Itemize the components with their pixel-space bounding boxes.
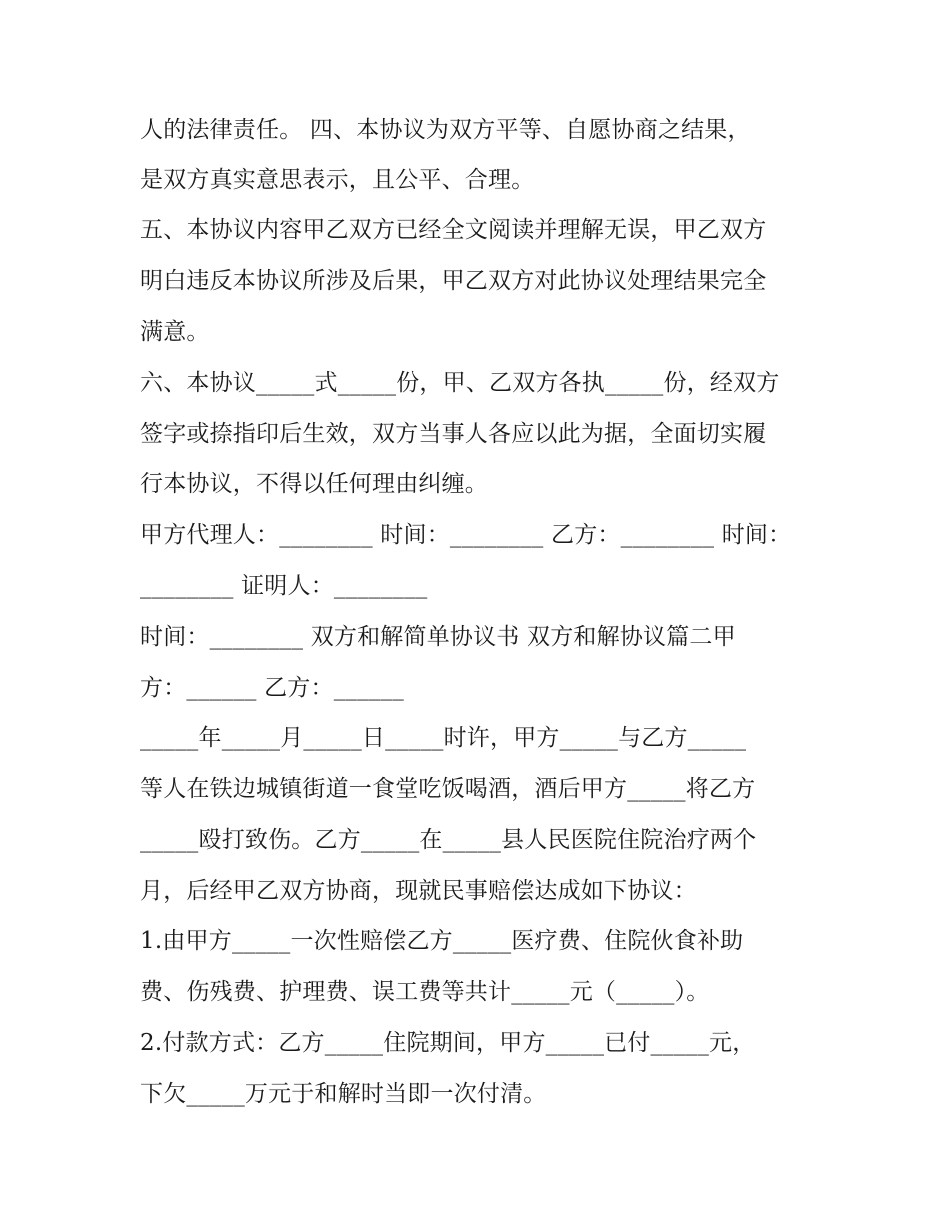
text-line: 明白违反本协议所涉及后果，甲乙双方对此协议处理结果完全 — [140, 268, 767, 294]
text-line: 1.由甲方_____一次性赔偿乙方_____医疗费、住院伙食补助 — [140, 928, 744, 954]
text-line: 2.付款方式：乙方_____住院期间，甲方_____已付_____元， — [140, 1030, 756, 1056]
text-line: 五、本协议内容甲乙双方已经全文阅读并理解无误，甲乙双方 — [140, 217, 767, 243]
text-line: 签字或捺指印后生效，双方当事人各应以此为据，全面切实履 — [140, 421, 767, 447]
text-line: 满意。 — [140, 319, 210, 345]
text-line: 方：______ 乙方：______ — [140, 675, 404, 701]
text-line: _____殴打致伤。乙方_____在_____县人民医院住院治疗两个 — [140, 827, 757, 853]
text-line: 甲方代理人：________ 时间：________ 乙方：________ 时间： — [140, 522, 792, 548]
text-line: ________ 证明人：________ — [140, 573, 428, 599]
text-line: 行本协议，不得以任何理由纠缠。 — [140, 471, 488, 497]
text-line: 等人在铁边城镇街道一食堂吃饭喝酒，酒后甲方_____将乙方 — [140, 776, 756, 802]
text-line: _____年_____月_____日_____时许，甲方_____与乙方_____ — [140, 725, 747, 751]
text-line: 月，后经甲乙双方协商，现就民事赔偿达成如下协议： — [140, 878, 697, 904]
text-line: 下欠_____万元于和解时当即一次付清。 — [140, 1081, 547, 1107]
text-line: 时间：________ 双方和解简单协议书 双方和解协议篇二甲 — [140, 624, 736, 650]
text-line: 是双方真实意思表示，且公平、合理。 — [140, 167, 535, 193]
text-line: 费、伤残费、护理费、误工费等共计_____元（_____）。 — [140, 979, 710, 1005]
text-line: 人的法律责任。 四、本协议为双方平等、自愿协商之结果， — [140, 117, 751, 143]
text-line: 六、本协议_____式_____份，甲、乙双方各执_____份，经双方 — [140, 370, 780, 396]
